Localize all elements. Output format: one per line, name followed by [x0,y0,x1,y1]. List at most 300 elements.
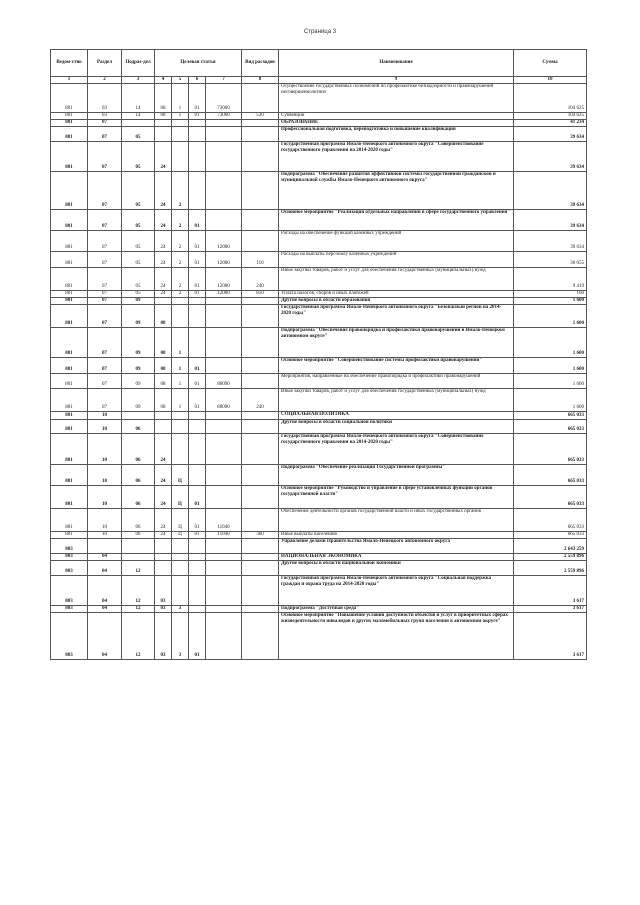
cell-direction [206,561,242,576]
header-column-number: 3 [122,77,155,84]
cell-podrazdel: 05 [122,172,155,210]
table-row [51,389,587,412]
cell-naimenovanie: Расходы на обеспечение функций казенных учреждений [279,231,514,252]
cell-razdel: 07 [88,252,122,268]
cell-razdel: 07 [88,389,122,412]
cell-razdel: 07 [88,231,122,252]
cell-measure [189,576,206,606]
header-column-number: 7 [206,77,242,84]
cell-vid-rashodov [242,172,279,210]
cell-summa: 665 033 [514,509,587,532]
table-row [51,120,587,127]
cell-subprogram: 1 [172,113,189,120]
cell-podrazdel: 09 [122,358,155,374]
cell-summa: 1 600 [514,358,587,374]
table-row [51,142,587,172]
cell-razdel: 04 [88,606,122,613]
cell-podrazdel: 05 [122,291,155,298]
cell-razdel: 07 [88,268,122,291]
cell-direction [206,554,242,561]
cell-vedomstvo: 801 [51,113,88,120]
cell-subprogram [172,142,189,172]
cell-summa: 39 634 [514,142,587,172]
header-summa: Сумма [514,50,587,77]
cell-vedomstvo: 801 [51,84,88,113]
table-row [51,465,587,486]
cell-program: 24 [155,142,172,172]
cell-direction: 12000 [206,268,242,291]
table-row [51,84,587,113]
cell-razdel: 07 [88,127,122,142]
cell-direction: 11040 [206,532,242,539]
cell-summa: 2 559 896 [514,554,587,561]
cell-razdel: 07 [88,210,122,231]
cell-direction [206,613,242,660]
cell-vid-rashodov [242,554,279,561]
cell-razdel [88,539,122,554]
cell-razdel: 04 [88,554,122,561]
cell-subprogram: 2 [172,268,189,291]
cell-podrazdel: 05 [122,127,155,142]
cell-vedomstvo: 803 [51,561,88,576]
cell-subprogram [172,434,189,465]
cell-podrazdel: 05 [122,268,155,291]
cell-direction [206,127,242,142]
cell-vedomstvo: 801 [51,291,88,298]
cell-razdel: 07 [88,172,122,210]
cell-measure [189,434,206,465]
cell-vid-rashodov [242,576,279,606]
cell-razdel: 07 [88,358,122,374]
cell-naimenovanie: Иные закупки товаров, работ и услуг для обеспечения государственных (муниципальных) нужд [279,268,514,291]
cell-measure: 01 [189,210,206,231]
cell-naimenovanie: Другие вопросы в области образования [279,298,514,305]
cell-vedomstvo: 801 [51,532,88,539]
cell-naimenovanie: Государственная программа Ямало-Ненецкого автономного округа "Совершенствование государственного управления на 2014-2020 годы" [279,142,514,172]
cell-summa: 104 625 [514,113,587,120]
cell-subprogram: 3 [172,613,189,660]
cell-vedomstvo: 801 [51,328,88,358]
budget-table [50,49,587,660]
cell-naimenovanie: Мероприятия, направленные на обеспечение правопорядка и профилактики правонарушений [279,374,514,389]
cell-podrazdel: 06 [122,532,155,539]
table-row [51,576,587,606]
cell-podrazdel: 09 [122,328,155,358]
cell-razdel: 10 [88,420,122,434]
cell-summa: 1 600 [514,298,587,305]
cell-program: 08 [155,305,172,328]
cell-razdel: 10 [88,486,122,509]
table-body [51,84,587,660]
cell-razdel: 03 [88,84,122,113]
cell-naimenovanie: Государственная программа Ямало-Ненецкого автономного округа "Безопасный регион на 2014-2020 годы" [279,305,514,328]
header-razdel: Раздел [88,50,122,77]
cell-razdel: 07 [88,142,122,172]
table-row [51,210,587,231]
cell-direction [206,358,242,374]
cell-measure [189,465,206,486]
cell-podrazdel: 06 [122,486,155,509]
cell-vid-rashodov [242,420,279,434]
table-row [51,127,587,142]
table-row [51,509,587,532]
cell-measure: 01 [189,374,206,389]
cell-podrazdel: 14 [122,113,155,120]
cell-naimenovanie: Уплата налогов, сборов и иных платежей [279,291,514,298]
cell-subprogram [172,298,189,305]
cell-podrazdel: 06 [122,434,155,465]
table-row [51,298,587,305]
cell-razdel: 10 [88,434,122,465]
cell-podrazdel [122,120,155,127]
table-row [51,412,587,420]
cell-subprogram [172,576,189,606]
cell-vid-rashodov [242,486,279,509]
cell-vid-rashodov [242,613,279,660]
cell-program: 24 [155,252,172,268]
cell-summa: 1 600 [514,305,587,328]
table-row [51,358,587,374]
cell-direction [206,606,242,613]
cell-vedomstvo: 803 [51,554,88,561]
header-column-number: 9 [279,77,514,84]
cell-subprogram [172,420,189,434]
cell-subprogram [172,412,189,420]
cell-summa: 39 634 [514,210,587,231]
cell-podrazdel [122,554,155,561]
cell-summa: 3 617 [514,576,587,606]
cell-program: 03 [155,613,172,660]
cell-measure [189,606,206,613]
cell-vedomstvo: 801 [51,434,88,465]
cell-naimenovanie: Основное мероприятие "Реализация отдельных направлений в сфере государственного управления" [279,210,514,231]
cell-podrazdel: 05 [122,142,155,172]
cell-subprogram [172,127,189,142]
cell-vid-rashodov: 240 [242,268,279,291]
cell-measure [189,561,206,576]
cell-direction [206,210,242,231]
cell-measure: 01 [189,252,206,268]
cell-vid-rashodov [242,305,279,328]
cell-measure [189,305,206,328]
cell-naimenovanie: Подпрограмма "Доступная среда" [279,606,514,613]
cell-vid-rashodov [242,561,279,576]
cell-vid-rashodov [242,374,279,389]
cell-measure: 01 [189,291,206,298]
cell-program: 24 [155,268,172,291]
cell-program [155,298,172,305]
cell-subprogram: 1 [172,374,189,389]
cell-vedomstvo: 801 [51,486,88,509]
cell-podrazdel: 09 [122,298,155,305]
cell-podrazdel: 06 [122,465,155,486]
cell-subprogram: 1 [172,358,189,374]
cell-program: 24 [155,486,172,509]
cell-direction [206,486,242,509]
cell-podrazdel: 09 [122,374,155,389]
cell-program [155,561,172,576]
cell-subprogram: Ц [172,509,189,532]
cell-podrazdel: 06 [122,509,155,532]
cell-summa: 39 634 [514,172,587,210]
cell-program: 24 [155,434,172,465]
cell-vedomstvo: 801 [51,298,88,305]
cell-subprogram: 1 [172,328,189,358]
header-column-number: 4 [155,77,172,84]
cell-program: 03 [155,606,172,613]
cell-naimenovanie: Управление делами Правительства Ямало-Ненецкого автономного округа [279,539,514,554]
cell-naimenovanie: Подпрограмма "Обеспечение правопорядка и профилактики правонарушений в Ямало-Ненецком автономном округе" [279,328,514,358]
cell-vid-rashodov [242,358,279,374]
cell-vedomstvo: 801 [51,127,88,142]
header-celevaya-statya: Целевая статья [155,50,242,77]
cell-razdel: 10 [88,509,122,532]
cell-razdel: 07 [88,298,122,305]
cell-direction [206,539,242,554]
cell-direction [206,434,242,465]
table-row [51,539,587,554]
cell-naimenovanie: Государственная программа Ямало-Ненецкого автономного округа "Совершенствование государственного управления на 2014-2020 годы" [279,434,514,465]
cell-direction [206,420,242,434]
cell-podrazdel: 12 [122,561,155,576]
cell-razdel: 10 [88,532,122,539]
cell-podrazdel: 05 [122,252,155,268]
cell-summa: 1 600 [514,374,587,389]
cell-subprogram [172,120,189,127]
table-row [51,268,587,291]
cell-summa: 2 643 259 [514,539,587,554]
cell-subprogram [172,561,189,576]
page-bottom-margin [0,764,640,905]
cell-naimenovanie: Иные выплаты населению [279,532,514,539]
cell-summa: 665 033 [514,434,587,465]
table-row [51,554,587,561]
cell-direction [206,576,242,606]
cell-program: 24 [155,465,172,486]
cell-program: 24 [155,210,172,231]
cell-vid-rashodov: 360 [242,532,279,539]
cell-naimenovanie: Подпрограмма "Обеспечение развития эффективной системы государственной гражданской и муниципальной службы Ямало-Ненецкого автономного округа" [279,172,514,210]
cell-naimenovanie: Подпрограмма "Обеспечение реализации Государственной программы" [279,465,514,486]
cell-podrazdel [122,412,155,420]
cell-razdel: 07 [88,374,122,389]
cell-summa: 9 419 [514,268,587,291]
cell-program: 24 [155,231,172,252]
cell-summa: 160 [514,291,587,298]
cell-measure [189,554,206,561]
cell-vedomstvo: 801 [51,420,88,434]
cell-naimenovanie: Субвенции [279,113,514,120]
cell-program: 24 [155,172,172,210]
table-row [51,532,587,539]
cell-razdel: 04 [88,576,122,606]
cell-measure [189,142,206,172]
cell-naimenovanie: Осуществление государственных полномочий по профилактике безнадзорности и правонарушений несовершеннолетних [279,84,514,113]
cell-subprogram: Ц [172,532,189,539]
cell-naimenovanie: Иные закупки товаров, работ и услуг для обеспечения государственных (муниципальных) нужд [279,389,514,412]
cell-subprogram [172,539,189,554]
cell-naimenovanie: НАЦИОНАЛЬНАЯ ЭКОНОМИКА [279,554,514,561]
table-row [51,113,587,120]
cell-vid-rashodov [242,231,279,252]
cell-summa: 1 600 [514,328,587,358]
page-number-label: Страница 3 [303,29,337,35]
cell-subprogram: 2 [172,172,189,210]
cell-vedomstvo: 801 [51,389,88,412]
cell-program [155,420,172,434]
table-row [51,231,587,252]
cell-program [155,120,172,127]
cell-measure: 01 [189,358,206,374]
cell-measure: 01 [189,509,206,532]
cell-summa: 3 617 [514,606,587,613]
table-row [51,374,587,389]
cell-direction: 80090 [206,374,242,389]
cell-vedomstvo: 801 [51,172,88,210]
cell-podrazdel: 12 [122,613,155,660]
cell-direction [206,412,242,420]
table-row [51,252,587,268]
cell-measure [189,120,206,127]
cell-program: 03 [155,576,172,606]
cell-vedomstvo: 801 [51,120,88,127]
cell-program [155,554,172,561]
cell-vedomstvo: 801 [51,210,88,231]
cell-naimenovanie: Основное мероприятие "Повышение условий доступности объектов и услуг в приоритетных сферах жизнедеятельности инвалидов и других маломобильных групп населения в автономном округе" [279,613,514,660]
cell-subprogram: 2 [172,252,189,268]
cell-subprogram: 2 [172,231,189,252]
cell-measure: 01 [189,113,206,120]
cell-podrazdel: 12 [122,606,155,613]
cell-podrazdel: 14 [122,84,155,113]
cell-subprogram: 2 [172,210,189,231]
cell-vid-rashodov [242,539,279,554]
cell-subprogram [172,554,189,561]
header-column-number: 6 [189,77,206,84]
header-column-number: 10 [514,77,587,84]
table-row [51,291,587,298]
cell-naimenovanie: Основное мероприятие "Совершенствование системы профилактики правонарушений" [279,358,514,374]
table-row [51,328,587,358]
cell-vid-rashodov [242,142,279,172]
cell-summa: 30 055 [514,252,587,268]
cell-vedomstvo: 803 [51,613,88,660]
cell-razdel: 07 [88,120,122,127]
cell-subprogram [172,305,189,328]
cell-naimenovanie: Обеспечение деятельности органов государственной власти и иных государственных органов [279,509,514,532]
cell-summa: 665 033 [514,532,587,539]
cell-summa: 665 033 [514,412,587,420]
cell-naimenovanie: Другие вопросы в области национальной экономики [279,561,514,576]
cell-vid-rashodov [242,328,279,358]
cell-vedomstvo: 801 [51,465,88,486]
cell-podrazdel: 09 [122,305,155,328]
cell-vid-rashodov [242,120,279,127]
cell-vid-rashodov [242,298,279,305]
cell-measure: 01 [189,532,206,539]
cell-podrazdel: 12 [122,576,155,606]
cell-razdel: 10 [88,465,122,486]
cell-program [155,127,172,142]
cell-vedomstvo: 801 [51,509,88,532]
cell-summa: 39 634 [514,231,587,252]
cell-summa: 665 033 [514,465,587,486]
cell-program: 08 [155,374,172,389]
cell-naimenovanie: Основное мероприятие "Руководство и управление в сфере установленных функций органов государственной власти" [279,486,514,509]
cell-direction: 73060 [206,84,242,113]
cell-program: 08 [155,113,172,120]
header-column-number: 5 [172,77,189,84]
cell-razdel: 07 [88,291,122,298]
table-row [51,606,587,613]
table-row [51,561,587,576]
cell-measure: 01 [189,268,206,291]
cell-naimenovanie: Другие вопросы в области социальной политики [279,420,514,434]
cell-vid-rashodov [242,84,279,113]
cell-vedomstvo: 803 [51,606,88,613]
header-podrazdel: Подраз-дел [122,50,155,77]
cell-vedomstvo: 801 [51,305,88,328]
header-column-number: 2 [88,77,122,84]
cell-vedomstvo: 801 [51,358,88,374]
cell-razdel: 04 [88,613,122,660]
cell-vid-rashodov: 240 [242,389,279,412]
cell-podrazdel [122,539,155,554]
cell-vid-rashodov: 110 [242,252,279,268]
header-number-row [51,77,587,84]
cell-subprogram: Ц [172,486,189,509]
cell-naimenovanie: ОБРАЗОВАНИЕ [279,120,514,127]
cell-direction [206,305,242,328]
cell-measure: 01 [189,486,206,509]
cell-subprogram: Ц [172,465,189,486]
cell-podrazdel: 09 [122,389,155,412]
cell-measure [189,172,206,210]
cell-vid-rashodov [242,412,279,420]
cell-program: 24 [155,509,172,532]
cell-direction: 12000 [206,291,242,298]
cell-measure: 01 [189,231,206,252]
cell-direction [206,465,242,486]
cell-naimenovanie: Профессиональная подготовка, переподготовка и повышение квалификации [279,127,514,142]
cell-naimenovanie: Расходы на выплаты персоналу казенных учреждений [279,252,514,268]
header-vedomstvo: Ведом-ство [51,50,88,77]
cell-direction: 11040 [206,509,242,532]
cell-direction: 80090 [206,389,242,412]
cell-razdel: 04 [88,561,122,576]
cell-subprogram: 1 [172,84,189,113]
cell-measure: 01 [189,613,206,660]
cell-vedomstvo: 803 [51,539,88,554]
cell-measure: 01 [189,389,206,412]
cell-vedomstvo: 801 [51,374,88,389]
table-row [51,172,587,210]
cell-direction [206,298,242,305]
cell-measure [189,328,206,358]
cell-vid-rashodov [242,210,279,231]
cell-measure [189,412,206,420]
cell-subprogram: 3 [172,606,189,613]
cell-podrazdel: 06 [122,420,155,434]
cell-direction: 73060 [206,113,242,120]
cell-podrazdel: 05 [122,210,155,231]
table-row [51,486,587,509]
cell-naimenovanie: СОЦИАЛЬНАЯ ПОЛИТИКА [279,412,514,420]
cell-vedomstvo: 801 [51,142,88,172]
cell-measure [189,298,206,305]
cell-subprogram: 1 [172,389,189,412]
cell-razdel: 03 [88,113,122,120]
